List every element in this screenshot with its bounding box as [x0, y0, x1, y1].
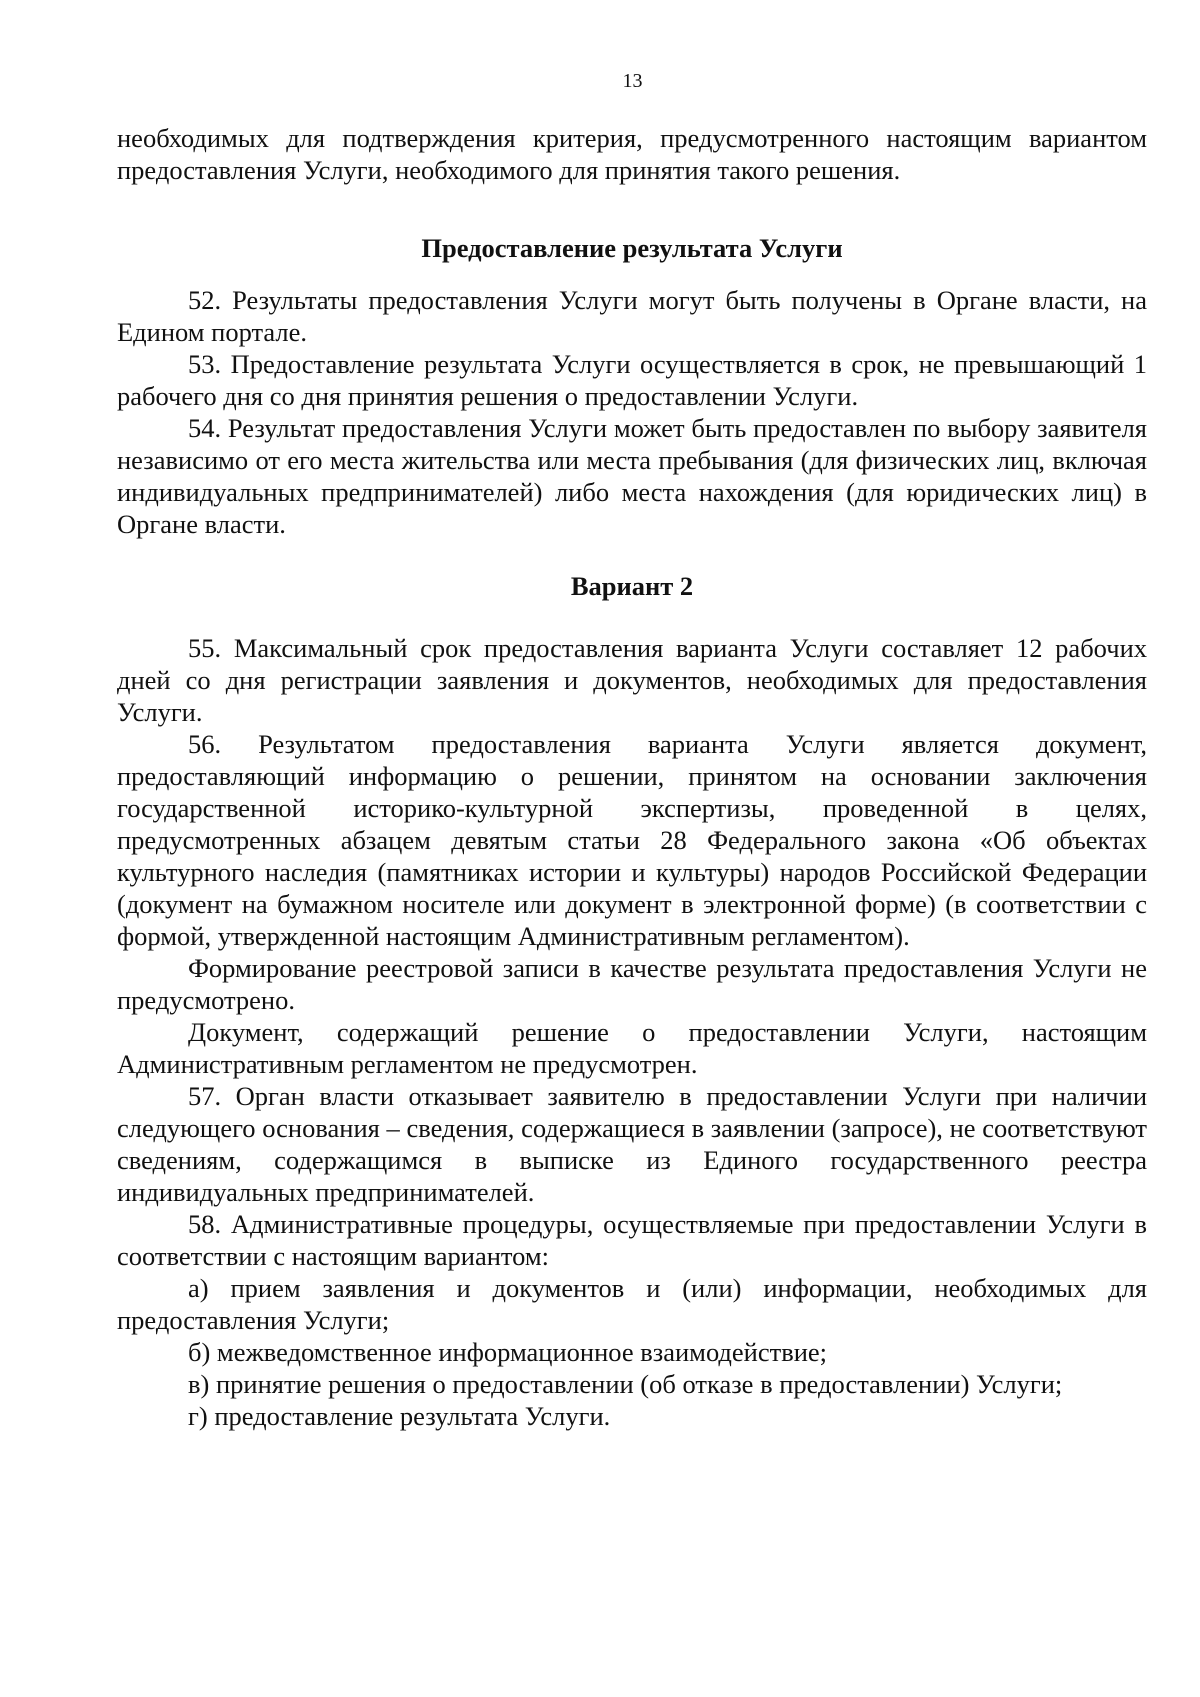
paragraph-52: 52. Результаты предоставления Услуги могут быть получены в Органе власти, на Едином портале.	[117, 285, 1147, 347]
paragraph-registry-record: Формирование реестровой записи в качестве результата предоставления Услуги не предусмотрено.	[117, 953, 1147, 1015]
section-heading-variant-2: Вариант 2	[570, 571, 694, 601]
section-heading-result: Предоставление результата Услуги	[421, 233, 843, 263]
paragraph-54: 54. Результат предоставления Услуги может быть предоставлен по выбору заявителя независимо от его места жительства или места пребывания (для физических лиц, включая индивидуальных предпринимателей) либо места нахождения (для юридических лиц) в Органе власти.	[117, 413, 1147, 539]
list-item-b: б) межведомственное информационное взаимодействие;	[188, 1337, 828, 1367]
list-item-v: в) принятие решения о предоставлении (об отказе в предоставлении) Услуги;	[188, 1369, 1063, 1399]
list-item-g: г) предоставление результата Услуги.	[188, 1401, 611, 1431]
paragraph-56: 56. Результатом предоставления варианта Услуги является документ, предоставляющий информацию о решении, принятом на основании заключения государственной историко-культурной экспертизы, проведенной в целях, предусмотренных абзацем девятым статьи 28 Федерального закона «Об объектах культурного наследия (памятниках истории и культуры) народов Российской Федерации (документ на бумажном носителе или документ в электронной форме) (в соответствии с формой, утвержденной настоящим Административным регламентом).	[117, 729, 1147, 951]
paragraph-decision-document: Документ, содержащий решение о предоставлении Услуги, настоящим Административным регламентом не предусмотрен.	[117, 1017, 1147, 1079]
paragraph-57: 57. Орган власти отказывает заявителю в предоставлении Услуги при наличии следующего основания – сведения, содержащиеся в заявлении (запросе), не соответствуют сведениям, содержащимся в выписке из Единого государственного реестра индивидуальных предпринимателей.	[117, 1081, 1147, 1207]
paragraph-53: 53. Предоставление результата Услуги осуществляется в срок, не превышающий 1 рабочего дня со дня принятия решения о предоставлении Услуги.	[117, 349, 1147, 411]
list-item-a: а) прием заявления и документов и (или) информации, необходимых для предоставления Услуги;	[117, 1273, 1147, 1335]
paragraph-55: 55. Максимальный срок предоставления варианта Услуги составляет 12 рабочих дней со дня регистрации заявления и документов, необходимых для предоставления Услуги.	[117, 633, 1147, 727]
continuation-paragraph: необходимых для подтверждения критерия, предусмотренного настоящим вариантом предоставления Услуги, необходимого для принятия такого решения.	[117, 123, 1147, 185]
page-number: 13	[622, 70, 643, 92]
paragraph-58: 58. Административные процедуры, осуществляемые при предоставлении Услуги в соответствии с настоящим вариантом:	[117, 1209, 1147, 1271]
document-body	[117, 122, 1147, 1432]
